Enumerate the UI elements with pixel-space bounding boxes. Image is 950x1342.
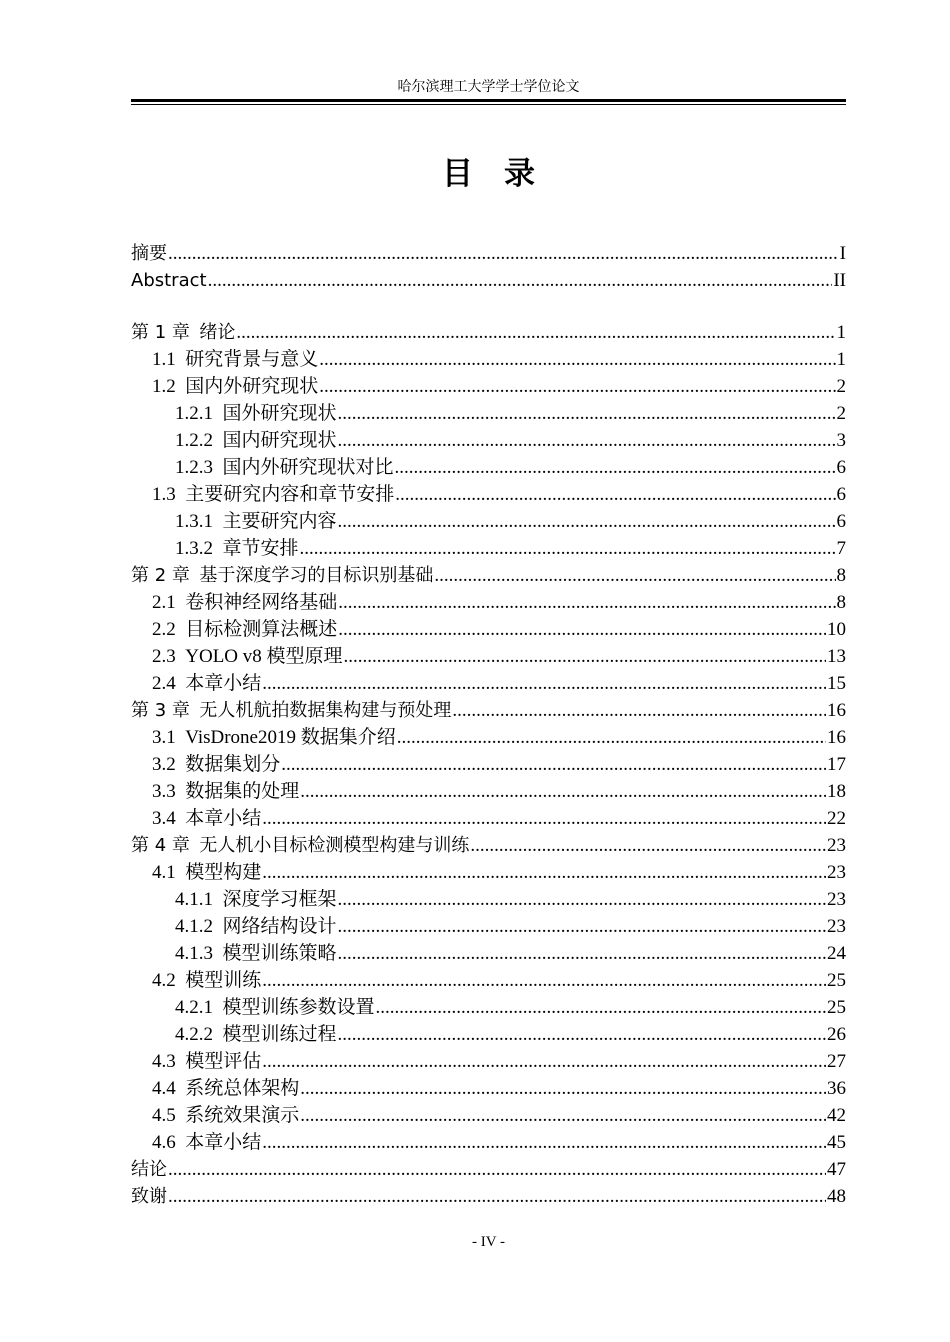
toc-entry-number: 3.4: [152, 808, 176, 829]
toc-dot-leader: [168, 1156, 826, 1183]
toc-entry[interactable]: [131, 589, 846, 616]
toc-entry-label: 章节安排: [222, 538, 299, 559]
toc-entry-number: 1.2: [152, 376, 176, 397]
toc-entry-number: 第 1 章: [131, 322, 190, 343]
toc-entry-number: 1.2.3: [175, 457, 213, 478]
toc-entry-label: YOLO v8 模型原理: [185, 646, 343, 667]
toc-entry[interactable]: [131, 373, 846, 400]
toc-entry[interactable]: [131, 508, 846, 535]
toc-entry[interactable]: [131, 1129, 846, 1156]
toc-entry-number: 2.4: [152, 673, 176, 694]
toc-entry-page: II: [833, 270, 846, 291]
toc-entry-page: 22: [827, 808, 846, 829]
toc-entry-label: 本章小结: [185, 1132, 262, 1153]
toc-entry-number: 4.2.1: [175, 997, 213, 1018]
toc-entry[interactable]: [131, 454, 846, 481]
toc-entry-label: 主要研究内容和章节安排: [185, 484, 395, 505]
toc-entry-number: 第 2 章: [131, 565, 190, 586]
toc-entry-page: 8: [836, 565, 846, 586]
toc-entry-number: 4.1.2: [175, 916, 213, 937]
toc-entry[interactable]: [131, 1075, 846, 1102]
toc-dot-leader: [208, 267, 833, 294]
toc-entry[interactable]: [131, 1102, 846, 1129]
toc-entry-label: 模型评估: [185, 1051, 262, 1072]
toc-entry-label: 致谢: [131, 1186, 167, 1207]
toc-entry-number: 4.4: [152, 1078, 176, 1099]
toc-dot-leader: [338, 940, 826, 967]
toc-dot-leader: [262, 1048, 826, 1075]
toc-entry-page: 42: [827, 1105, 846, 1126]
toc-entry[interactable]: [131, 643, 846, 670]
toc-entry-page: 8: [836, 592, 846, 613]
toc-entry-page: 18: [827, 781, 846, 802]
toc-dot-leader: [397, 724, 826, 751]
toc-entry-label: 绪论: [199, 322, 236, 343]
toc-entry-label: 网络结构设计: [222, 916, 337, 937]
toc-entry-label: 卷积神经网络基础: [185, 592, 338, 613]
toc-entry-page: 36: [827, 1078, 846, 1099]
toc-entry-page: I: [839, 243, 846, 264]
toc-entry[interactable]: [131, 481, 846, 508]
toc-entry-number: 4.1.3: [175, 943, 213, 964]
toc-entry-label: 本章小结: [185, 673, 262, 694]
toc-entry-number: 4.3: [152, 1051, 176, 1072]
toc-entry-label: 数据集划分: [185, 754, 281, 775]
toc-entry-page: 45: [827, 1132, 846, 1153]
toc-entry-number: 1.1: [152, 349, 176, 370]
toc-entry-label: 目标检测算法概述: [185, 619, 338, 640]
toc-entry-number: 4.5: [152, 1105, 176, 1126]
toc-entry-label: 系统效果演示: [185, 1105, 300, 1126]
toc-entry[interactable]: [131, 535, 846, 562]
toc-entry-page: 10: [827, 619, 846, 640]
toc-entry[interactable]: [131, 616, 846, 643]
toc-entry[interactable]: [131, 751, 846, 778]
toc-entry[interactable]: [131, 240, 846, 267]
toc-entry-page: 6: [836, 457, 846, 478]
toc-entry[interactable]: [131, 940, 846, 967]
toc-entry[interactable]: [131, 562, 846, 589]
toc-entry-label: 摘要: [131, 243, 167, 264]
toc-entry-number: 3.1: [152, 727, 176, 748]
toc-entry-page: 6: [836, 511, 846, 532]
toc-entry-label: 数据集的处理: [185, 781, 300, 802]
toc-dot-leader: [168, 1183, 826, 1210]
toc-entry-number: 1.3: [152, 484, 176, 505]
table-of-contents: [131, 240, 846, 1210]
toc-entry-page: 6: [836, 484, 846, 505]
toc-entry-number: 4.1: [152, 862, 176, 883]
toc-entry-page: 23: [827, 835, 846, 856]
toc-entry-label: 研究背景与意义: [185, 349, 319, 370]
toc-entry-label: 国内外研究现状: [185, 376, 319, 397]
toc-entry-label: 模型训练参数设置: [222, 997, 375, 1018]
running-header: 哈尔滨理工大学学士学位论文: [397, 80, 580, 95]
toc-dot-leader: [338, 886, 826, 913]
toc-entry-page: 3: [836, 430, 846, 451]
toc-dot-leader: [262, 1129, 826, 1156]
toc-entry-page: 2: [836, 376, 846, 397]
toc-entry-number: 2.1: [152, 592, 176, 613]
toc-entry[interactable]: [131, 913, 846, 940]
toc-entry-page: 25: [827, 997, 846, 1018]
toc-entry-page: 2: [836, 403, 846, 424]
toc-dot-leader: [300, 535, 836, 562]
toc-entry-page: 24: [827, 943, 846, 964]
toc-entry-number: 4.2.2: [175, 1024, 213, 1045]
toc-entry-page: 26: [827, 1024, 846, 1045]
toc-dot-leader: [300, 1075, 826, 1102]
toc-entry-label: VisDrone2019 数据集介绍: [185, 727, 396, 748]
toc-entry-page: 48: [827, 1186, 846, 1207]
toc-entry[interactable]: [131, 1183, 846, 1210]
toc-entry-label: 国内外研究现状对比: [222, 457, 394, 478]
toc-entry-page: 16: [827, 727, 846, 748]
toc-dot-leader: [262, 670, 826, 697]
toc-entry[interactable]: [131, 346, 846, 373]
toc-entry[interactable]: [131, 319, 846, 346]
toc-entry-number: 1.3.2: [175, 538, 213, 559]
toc-entry-label: 无人机航拍数据集构建与预处理: [199, 700, 452, 721]
toc-dot-leader: [344, 643, 826, 670]
toc-dot-leader: [470, 832, 826, 859]
page-number: - IV -: [471, 1234, 506, 1250]
toc-entry-label: 结论: [131, 1159, 167, 1180]
toc-dot-leader: [262, 967, 826, 994]
toc-title: 目 录: [442, 156, 535, 192]
toc-dot-leader: [338, 616, 826, 643]
toc-entry-label: 模型训练过程: [222, 1024, 337, 1045]
toc-dot-leader: [300, 778, 826, 805]
toc-dot-leader: [395, 481, 835, 508]
toc-entry[interactable]: [131, 805, 846, 832]
toc-entry-label: 系统总体架构: [185, 1078, 300, 1099]
toc-entry-number: 4.2: [152, 970, 176, 991]
toc-entry-number: 3.2: [152, 754, 176, 775]
toc-dot-leader: [338, 400, 836, 427]
toc-entry[interactable]: [131, 427, 846, 454]
toc-dot-leader: [319, 373, 835, 400]
toc-entry-page: 47: [827, 1159, 846, 1180]
toc-entry-label: 模型训练: [185, 970, 262, 991]
toc-entry-number: 3.3: [152, 781, 176, 802]
toc-entry-label: 国外研究现状: [222, 403, 337, 424]
toc-entry[interactable]: [131, 1021, 846, 1048]
toc-dot-leader: [338, 913, 826, 940]
toc-dot-leader: [300, 1102, 826, 1129]
toc-entry[interactable]: [131, 886, 846, 913]
toc-entry-label: Abstract: [131, 270, 207, 291]
toc-entry[interactable]: [131, 697, 846, 724]
toc-entry[interactable]: [131, 994, 846, 1021]
toc-entry-label: 主要研究内容: [222, 511, 337, 532]
toc-dot-leader: [338, 427, 836, 454]
toc-entry[interactable]: [131, 832, 846, 859]
toc-dot-leader: [236, 319, 835, 346]
toc-entry[interactable]: [131, 967, 846, 994]
toc-entry-number: 第 4 章: [131, 835, 190, 856]
toc-dot-leader: [168, 240, 839, 267]
toc-entry-label: 模型训练策略: [222, 943, 337, 964]
toc-entry-number: 4.1.1: [175, 889, 213, 910]
toc-entry-page: 16: [827, 700, 846, 721]
toc-entry-label: 基于深度学习的目标识别基础: [199, 565, 434, 586]
toc-entry-page: 23: [827, 889, 846, 910]
toc-entry[interactable]: [131, 400, 846, 427]
toc-entry-page: 23: [827, 916, 846, 937]
toc-entry-label: 本章小结: [185, 808, 262, 829]
toc-entry-number: 1.2.2: [175, 430, 213, 451]
toc-entry[interactable]: [131, 778, 846, 805]
toc-entry-number: 1.3.1: [175, 511, 213, 532]
toc-entry-label: 模型构建: [185, 862, 262, 883]
toc-entry[interactable]: [131, 724, 846, 751]
toc-dot-leader: [319, 346, 835, 373]
toc-entry-page: 23: [827, 862, 846, 883]
toc-entry-page: 15: [827, 673, 846, 694]
toc-dot-leader: [338, 1021, 826, 1048]
header-rule-thick: [131, 99, 846, 102]
toc-dot-leader: [376, 994, 826, 1021]
toc-dot-leader: [281, 751, 826, 778]
toc-dot-leader: [262, 859, 826, 886]
toc-entry-page: 13: [827, 646, 846, 667]
toc-entry-number: 2.3: [152, 646, 176, 667]
toc-entry[interactable]: [131, 1156, 846, 1183]
toc-entry-page: 25: [827, 970, 846, 991]
toc-entry-page: 7: [836, 538, 846, 559]
toc-entry[interactable]: [131, 267, 846, 294]
toc-dot-leader: [434, 562, 835, 589]
toc-dot-leader: [338, 589, 835, 616]
toc-dot-leader: [395, 454, 836, 481]
toc-entry[interactable]: [131, 1048, 846, 1075]
header-rule-thin: [131, 104, 846, 105]
toc-entry-page: 1: [836, 349, 846, 370]
toc-entry-label: 无人机小目标检测模型构建与训练: [199, 835, 470, 856]
toc-entry-label: 国内研究现状: [222, 430, 337, 451]
toc-entry[interactable]: [131, 670, 846, 697]
toc-entry-page: 17: [827, 754, 846, 775]
toc-entry[interactable]: [131, 859, 846, 886]
toc-entry-number: 第 3 章: [131, 700, 190, 721]
toc-dot-leader: [452, 697, 826, 724]
toc-entry-number: 2.2: [152, 619, 176, 640]
toc-entry-page: 1: [836, 322, 846, 343]
toc-dot-leader: [262, 805, 826, 832]
toc-entry-label: 深度学习框架: [222, 889, 337, 910]
toc-dot-leader: [338, 508, 836, 535]
toc-entry-number: 4.6: [152, 1132, 176, 1153]
toc-entry-number: 1.2.1: [175, 403, 213, 424]
toc-entry-page: 27: [827, 1051, 846, 1072]
